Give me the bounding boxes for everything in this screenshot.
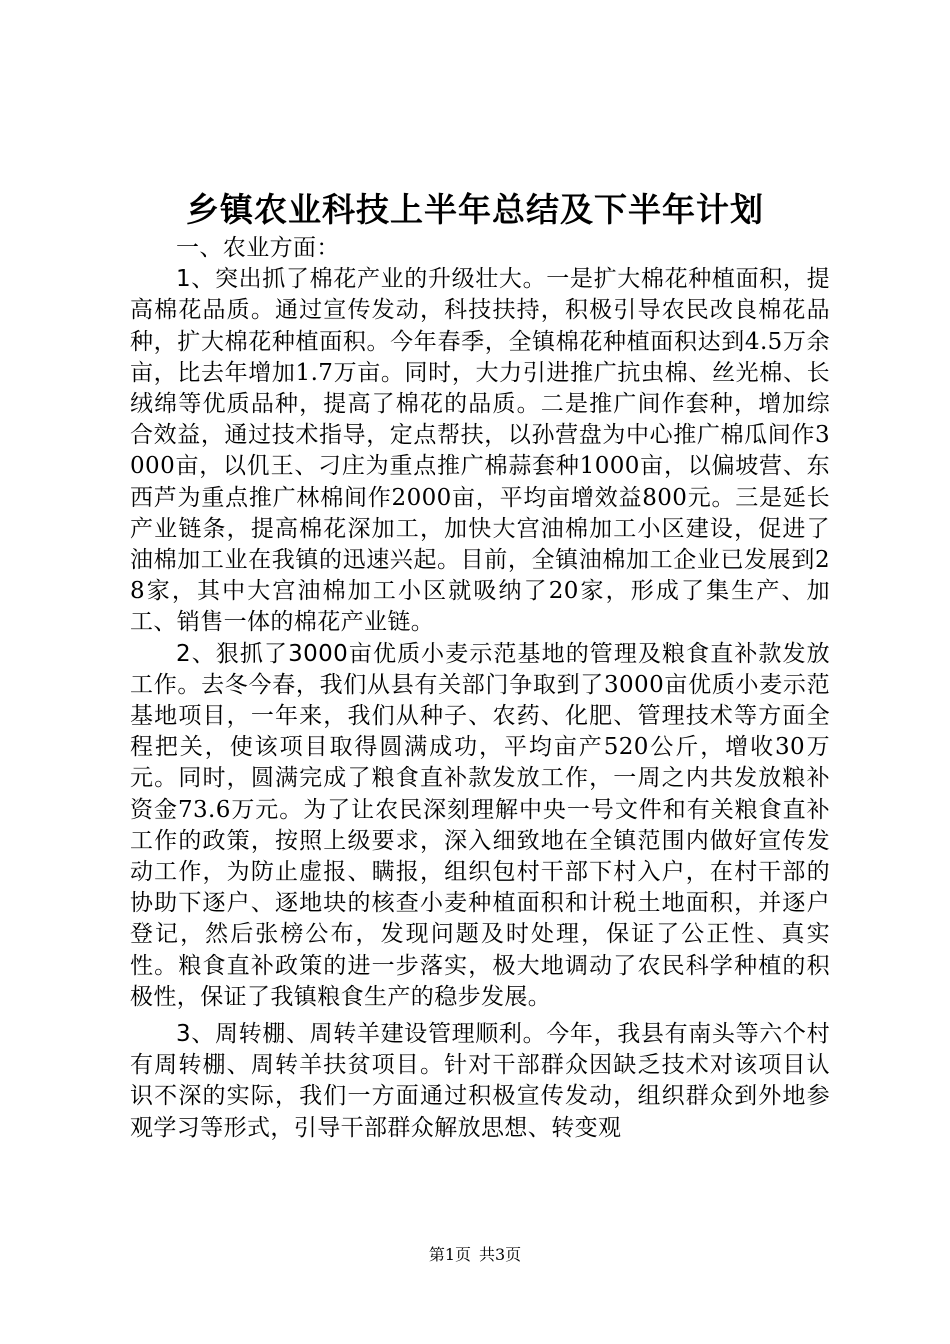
paragraph-sheep-shed bbox=[130, 1019, 830, 1144]
page-number: 第1页 bbox=[428, 1245, 471, 1264]
paragraph-text: 一是扩大棉花种植面积，提高棉花品质。通过宣传发动，科技扶持，积极引导农民改良棉花品种，扩大棉花种植面积。今年春季，全镇棉花种植面积达到4.5万余亩，比去年增加1.7万亩。同时，大力引进推广抗虫棉、丝光棉、长绒绵等优质品种，提高了棉花的品质。二是推广间作套种，增加综合效益，通过技术指导，定点帮扶，以孙营盘为中心推广棉瓜间作3000亩，以仉王、刁庄为重点推广棉蒜套种1000亩，以偏坡营、东西芦为重点推广林棉间作2000亩，平均亩增效益800元。三是延长产业链条，提高棉花深加工，加快大宫油棉加工小区建设，促进了油棉加工业在我镇的迅速兴起。目前，全镇油棉加工企业已发展到28家，其中大宫油棉加工小区就吸纳了20家，形成了集生产、加工、销售一体的棉花产业链。 bbox=[130, 266, 830, 636]
paragraph-lead: 1、突出抓了棉花产业的升级壮大。 bbox=[176, 266, 547, 293]
section-heading bbox=[130, 233, 830, 264]
page-footer bbox=[0, 1244, 950, 1266]
paragraph-wheat bbox=[130, 639, 830, 1013]
paragraph-cotton bbox=[130, 264, 830, 638]
page-total: 共3页 bbox=[479, 1245, 522, 1264]
paragraph-lead: 3、周转棚、周转羊建设管理顺利。 bbox=[176, 1021, 547, 1048]
document-body bbox=[130, 233, 830, 1144]
section-heading-text: 一、农业方面： bbox=[176, 235, 340, 261]
paragraph-lead: 2、狠抓了3000亩优质小麦示范基地的管理及粮食直补款发放工作。 bbox=[130, 640, 830, 698]
paragraph-text: 今年，我县有南头等六个村有周转棚、周转羊扶贫项目。针对干部群众因缺乏技术对该项目认识不深的实际，我们一方面通过积极宣传发动，组织群众到外地参观学习等形式，引导干部群众解放思想、转变观 bbox=[130, 1021, 830, 1141]
document-title: 乡镇农业科技上半年总结及下半年计划 bbox=[186, 190, 764, 229]
paragraph-text: 去冬今春，我们从县有关部门争取到了3000亩优质小麦示范基地项目，一年来，我们从种子、农药、化肥、管理技术等方面全程把关，使该项目取得圆满成功，平均亩产520公斤，增收30万元。同时，圆满完成了粮食直补款发放工作，一周之内共发放粮补资金73.6万元。为了让农民深刻理解中央一号文件和有关粮食直补工作的政策，按照上级要求，深入细致地在全镇范围内做好宣传发动工作，为防止虚报、瞒报，组织包村干部下村入户，在村干部的协助下逐户、逐地块的核查小麦种植面积和计税土地面积，并逐户登记，然后张榜公布，发现问题及时处理，保证了公正性、真实性。粮食直补政策的进一步落实，极大地调动了农民科学种植的积极性，保证了我镇粮食生产的稳步发展。 bbox=[130, 671, 831, 1010]
